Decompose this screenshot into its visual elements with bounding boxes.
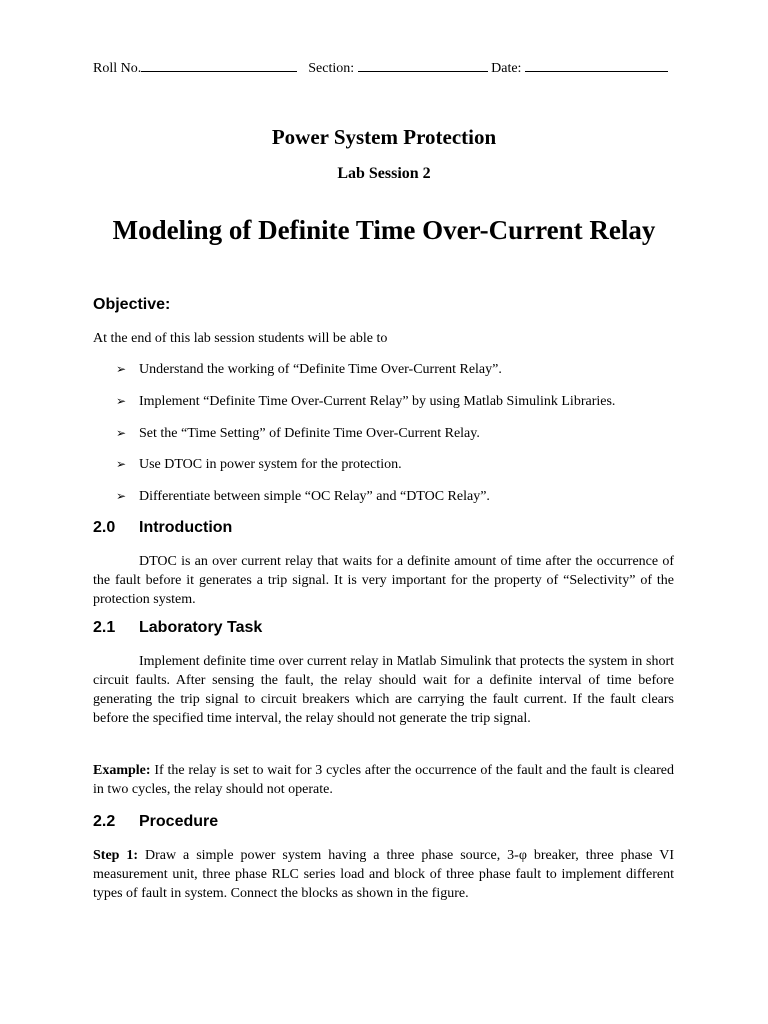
- introduction-heading: [93, 518, 232, 538]
- roll-number-blank: [141, 58, 297, 72]
- document-title: Modeling of Definite Time Over-Current Relay: [112, 215, 656, 245]
- course-title: Power System Protection: [271, 125, 497, 149]
- objective-item: ➢ Understand the working of “Definite Time Over-Current Relay”.: [116, 362, 502, 377]
- header-fields: [93, 58, 683, 78]
- section-title: Procedure: [139, 813, 219, 830]
- arrow-bullet-icon: ➢: [116, 489, 127, 503]
- section-title: Introduction: [139, 519, 233, 536]
- date-blank: [525, 58, 668, 72]
- objective-item: ➢ Implement “Definite Time Over-Current Relay” by using Matlab Simulink Libraries.: [116, 394, 616, 409]
- section-number: 2.1: [93, 619, 116, 636]
- arrow-bullet-icon: ➢: [116, 457, 127, 471]
- lab-task-heading: [93, 618, 262, 638]
- lab-task-paragraph: Implement definite time over current relay in Matlab Simulink that protects the system in short circuit faults. After sensing the fault, the relay should wait for a definite interval of time before generating the trip signal to circuit breakers which are carrying the fault current. If the fault clears before the specified time interval, the relay should not generate the trip signal.: [93, 654, 674, 726]
- date-label: Date:: [491, 61, 522, 76]
- step-label: Step 1:: [93, 848, 139, 863]
- objective-item: ➢ Use DTOC in power system for the protection.: [116, 457, 402, 472]
- section-label: Section:: [308, 61, 355, 76]
- section-blank: [358, 58, 488, 72]
- section-number: 2.0: [93, 519, 116, 536]
- objective-heading: Objective:: [93, 296, 171, 313]
- lab-session-label: Lab Session 2: [337, 165, 431, 182]
- objective-item: ➢ Set the “Time Setting” of Definite Time Over-Current Relay.: [116, 426, 480, 441]
- objective-intro: At the end of this lab session students will be able to: [93, 331, 388, 346]
- step-1-paragraph: Step 1: Draw a simple power system having a three phase source, 3-φ breaker, three phase VI measurement unit, three phase RLC series load and block of three phase fault to implement different types of fault in system. Connect the blocks as shown in the figure.: [93, 848, 674, 901]
- example-paragraph: Example: If the relay is set to wait for 3 cycles after the occurrence of the fault and the fault is cleared in two cycles, the relay should not operate.: [93, 763, 674, 797]
- arrow-bullet-icon: ➢: [116, 362, 127, 376]
- procedure-heading: [93, 812, 218, 832]
- roll-number-label: Roll No.: [93, 61, 142, 76]
- section-number: 2.2: [93, 813, 116, 830]
- arrow-bullet-icon: ➢: [116, 394, 127, 408]
- section-title: Laboratory Task: [139, 619, 263, 636]
- arrow-bullet-icon: ➢: [116, 426, 127, 440]
- objective-item: ➢ Differentiate between simple “OC Relay” and “DTOC Relay”.: [116, 489, 490, 504]
- introduction-paragraph: DTOC is an over current relay that waits for a definite amount of time after the occurrence of the fault before it generates a trip signal. It is very important for the property of “Selectivity” of the protection system.: [93, 554, 674, 607]
- example-label: Example:: [93, 763, 151, 778]
